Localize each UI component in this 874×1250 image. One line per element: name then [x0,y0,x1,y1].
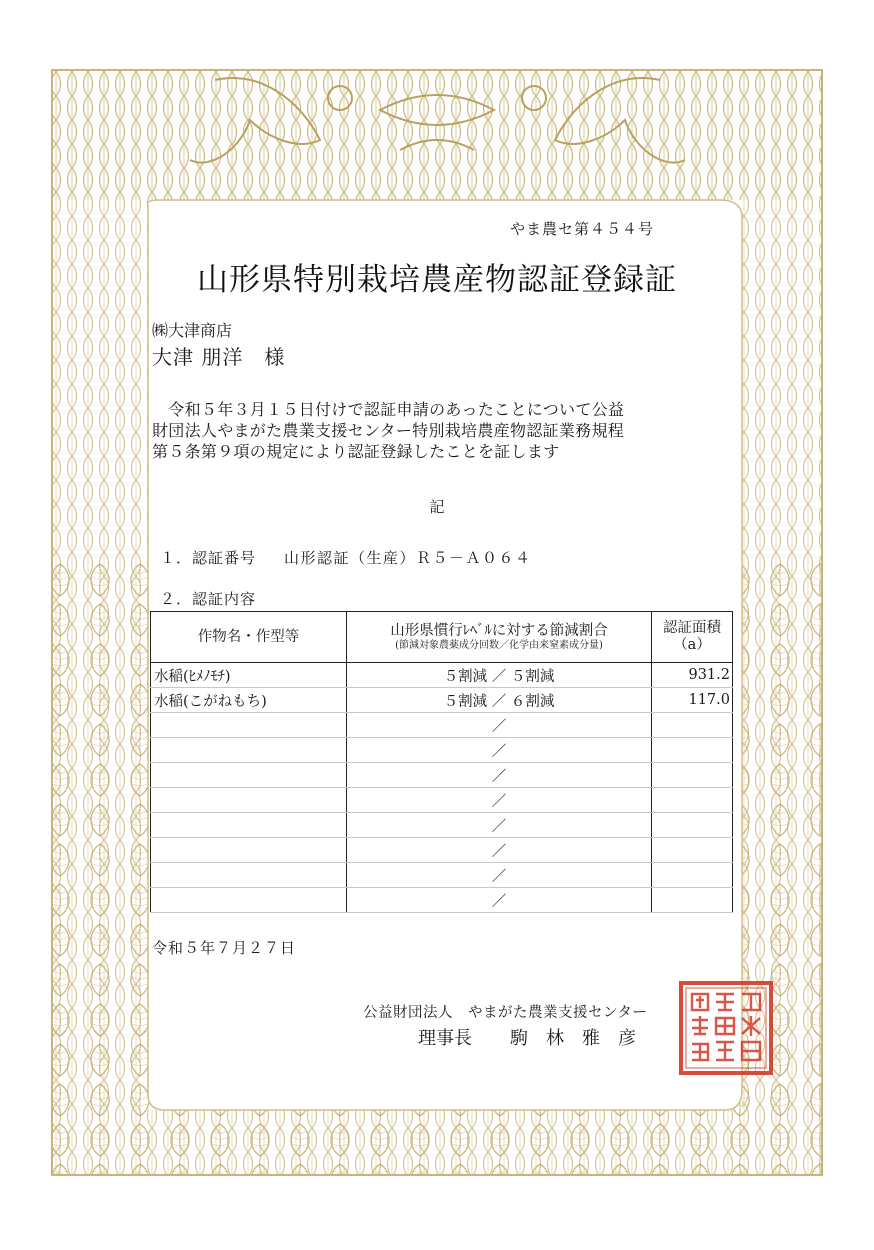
note-mark: 記 [429,498,445,516]
cell-ratio: ／ [347,863,652,888]
table-row [151,663,733,688]
cell-crop [151,713,347,738]
cell-crop [151,888,347,913]
cell-ratio: ／ [347,738,652,763]
table-row [151,813,733,838]
cell-crop: 水稲(ﾋﾒﾉﾓﾁ) [151,663,347,688]
cell-crop [151,838,347,863]
recipient-name: 大津 朋洋 様 [152,345,286,369]
table-row [151,888,733,913]
director-signature [418,1024,654,1050]
cell-ratio: ／ [347,763,652,788]
header-area-line2: （a） [673,637,711,653]
company-name: ㈱大津商店 [152,321,233,340]
issuing-organization: 公益財団法人 やまがた農業支援センター [363,1005,648,1021]
header-ratio-main: 山形県慣行ﾚﾍﾞﾙに対する節減割合 [390,622,608,639]
issue-date: 令和５年７月２７日 [152,939,297,957]
certification-number [160,547,532,568]
certificate-body [152,399,742,462]
cell-crop [151,738,347,763]
header-ratio [347,612,652,663]
cell-area: 931.2 [652,663,733,688]
cell-area [652,788,733,813]
header-area [652,612,733,663]
table-row [151,788,733,813]
certificate-title: 山形県特別栽培農産物認証登録証 [197,262,677,298]
header-crop: 作物名・作型等 [151,612,347,663]
cell-ratio: ５割減 ／ ５割減 [347,663,652,688]
cell-area [652,763,733,788]
cell-area [652,738,733,763]
director-name: 駒林雅彦 [510,1028,654,1049]
cell-ratio: ／ [347,713,652,738]
cell-area [652,813,733,838]
table-row [151,688,733,713]
cell-ratio: ／ [347,788,652,813]
cell-crop [151,863,347,888]
cell-area: 117.0 [652,688,733,713]
body-line: 財団法人やまがた農業支援センター特別栽培農産物認証業務規程 [152,421,625,440]
body-line: 令和５年３月１５日付けで認証申請のあったことについて公益 [152,400,625,419]
certification-number-label: １．認証番号 [160,549,257,567]
director-title: 理事長 [418,1028,472,1049]
cell-area [652,888,733,913]
certification-number-value: 山形認証（生産）Ｒ５－Ａ０６４ [284,549,532,567]
cell-ratio: ／ [347,813,652,838]
cell-ratio: ／ [347,838,652,863]
header-ratio-sub: (節減対象農薬成分回数／化学由来窒素成分量) [395,639,603,651]
table-row [151,763,733,788]
official-seal-stamp [678,980,774,1076]
table-row [151,713,733,738]
cell-crop: 水稲(こがねもち) [151,688,347,713]
body-line: 第５条第９項の規定により認証登録したことを証します [152,442,560,461]
cell-ratio: ／ [347,888,652,913]
cell-crop [151,813,347,838]
certification-table [150,611,733,913]
table-row [151,838,733,863]
cell-crop [151,763,347,788]
cell-ratio: ５割減 ／ ６割減 [347,688,652,713]
table-row [151,738,733,763]
table-row [151,863,733,888]
cell-area [652,838,733,863]
cell-area [652,713,733,738]
header-area-line1: 認証面積 [663,620,721,636]
cell-area [652,863,733,888]
registration-number: やま農セ第４５４号 [510,220,655,238]
table-header-row [151,612,733,663]
cell-crop [151,788,347,813]
certification-content-label: ２．認証内容 [160,590,257,608]
